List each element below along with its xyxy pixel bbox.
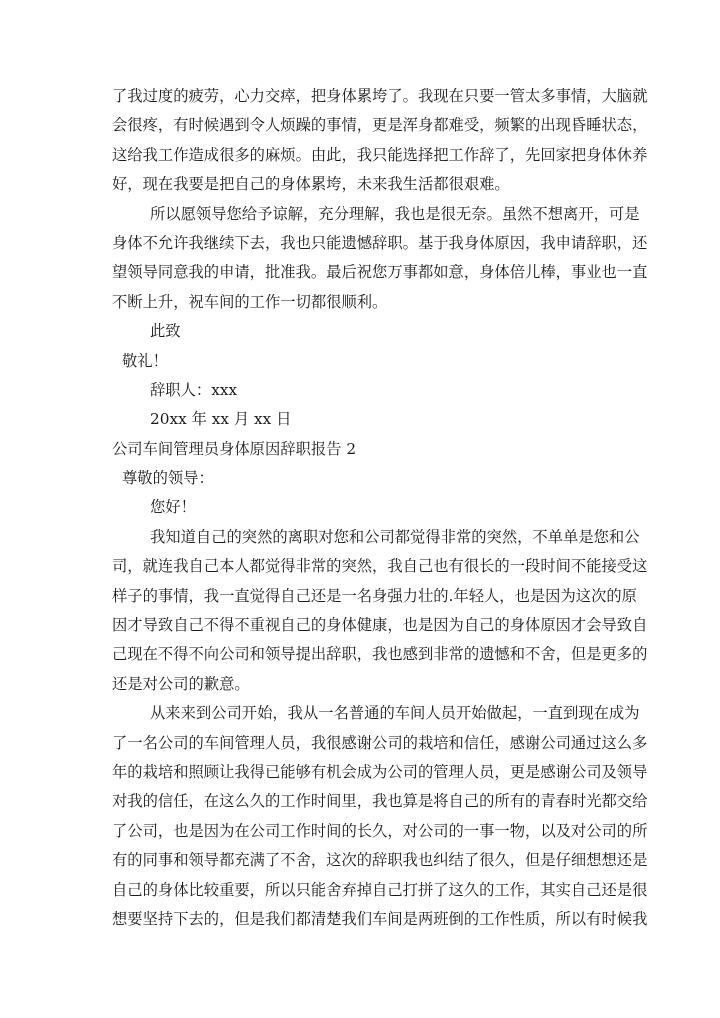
text-line: 身体不允许我继续下去，我也只能遗憾辞职。基于我身体原因，我申请辞职，还 bbox=[112, 233, 648, 252]
text-line: 这给我工作造成很多的麻烦。由此，我只能选择把工作辞了，先回家把身体休养 bbox=[112, 145, 648, 164]
paragraph-2 bbox=[112, 200, 648, 318]
text-line: 所以愿领导您给予谅解，充分理解，我也是很无奈。虽然不想离开，可是 bbox=[150, 204, 640, 223]
text-line: 我知道自己的突然的离职对您和公司都觉得非常的突然，不单单是您和公 bbox=[150, 527, 640, 546]
salutation: 尊敬的领导： bbox=[122, 469, 214, 488]
text-line: 己现在不得不向公司和领导提出辞职，我也感到非常的遗憾和不舍，但是更多的 bbox=[112, 645, 648, 664]
text-line: 样子的事情，我一直觉得自己还是一名身强力壮的.年轻人，也是因为这次的原 bbox=[112, 586, 637, 605]
document-page bbox=[112, 82, 648, 934]
section-title: 公司车间管理员身体原因辞职报告 2 bbox=[112, 439, 357, 458]
text-line: 不断上升，祝车间的工作一切都很顺利。 bbox=[112, 292, 388, 311]
signature-date: 20xx 年 xx 月 xx 日 bbox=[150, 410, 292, 429]
text-line: 因才导致自己不得不重视自己的身体健康，也是因为自己的身体原因才会导致自 bbox=[112, 616, 648, 635]
text-line: 对我的信任，在这么久的工作时间里，我也算是将自己的所有的青春时光都交给 bbox=[112, 792, 648, 811]
paragraph-4 bbox=[112, 699, 648, 934]
text-line: 望领导同意我的申请，批准我。最后祝您万事都如意，身体倍儿棒，事业也一直 bbox=[112, 263, 648, 282]
text-line: 会很疼，有时候遇到令人烦躁的事情，更是浑身都难受，频繁的出现昏睡状态， bbox=[112, 116, 648, 135]
text-line: 从来来到公司开始，我从一名普通的车间人员开始做起，一直到现在成为 bbox=[150, 704, 640, 723]
text-line: 想要坚持下去的，但是我们都清楚我们车间是两班倒的工作性质，所以有时候我 bbox=[112, 909, 648, 928]
paragraph-1 bbox=[112, 82, 648, 200]
text-line: 司，就连我自己本人都觉得非常的突然，我自己也有很长的一段时间不能接受这 bbox=[112, 557, 648, 576]
closing-cizhi: 此致 bbox=[150, 322, 181, 341]
text-line: 自己的身体比较重要，所以只能舍弃掉自己打拼了这久的工作，其实自己还是很 bbox=[112, 880, 648, 899]
text-line: 还是对公司的歉意。 bbox=[112, 674, 250, 693]
resigner-signature: 辞职人：xxx bbox=[150, 380, 238, 399]
text-line: 年的栽培和照顾让我得已能够有机会成为公司的管理人员，更是感谢公司及领导 bbox=[112, 762, 648, 781]
text-line: 有的同事和领导都充满了不舍，这次的辞职我也纠结了很久，但是仔细想想还是 bbox=[112, 851, 648, 870]
text-line: 好，现在我要是把自己的身体累垮，未来我生活都很艰难。 bbox=[112, 175, 510, 194]
closing-jingli: 敬礼！ bbox=[122, 351, 168, 370]
text-line: 了公司，也是因为在公司工作时间的长久，对公司的一事一物，以及对公司的所 bbox=[112, 821, 648, 840]
greeting: 您好！ bbox=[150, 498, 196, 517]
paragraph-3 bbox=[112, 523, 648, 699]
text-line: 了一名公司的车间管理人员，我很感谢公司的栽培和信任，感谢公司通过这么多 bbox=[112, 733, 648, 752]
text-line: 了我过度的疲劳，心力交瘁，把身体累垮了。我现在只要一管太多事情，大脑就 bbox=[112, 87, 648, 105]
